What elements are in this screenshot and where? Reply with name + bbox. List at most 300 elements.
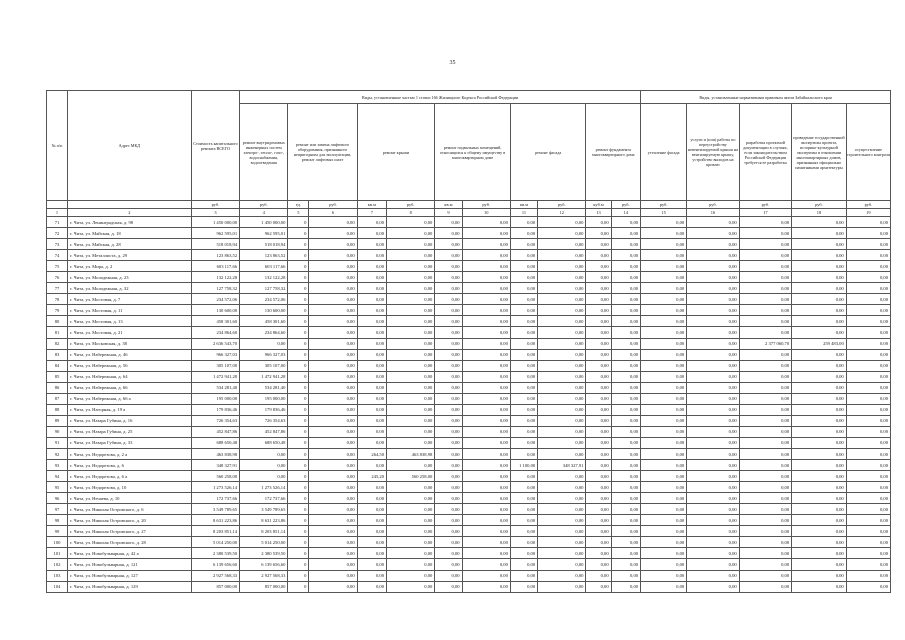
value-cell: 962 595,01 <box>240 228 288 239</box>
row-index-cell: 96 <box>47 493 68 504</box>
row-index-cell: 80 <box>47 316 68 327</box>
value-cell: 0,00 <box>538 415 586 426</box>
value-cell: 0,00 <box>510 272 537 283</box>
value-cell: 0,00 <box>586 404 611 415</box>
value-cell: 0,00 <box>846 493 890 504</box>
value-cell: 0 <box>288 294 309 305</box>
value-cell: 3 549 789,65 <box>240 504 288 515</box>
value-cell: 0,00 <box>846 217 890 228</box>
value-cell: 0,00 <box>739 294 791 305</box>
value-cell: 0,00 <box>510 448 537 459</box>
value-cell: 0,00 <box>846 548 890 559</box>
address-cell: г. Чита, ул. Московская, д. 38 <box>67 338 191 349</box>
row-index-cell: 77 <box>47 283 68 294</box>
units-cell: руб. <box>687 201 739 209</box>
value-cell: 0,00 <box>357 482 386 493</box>
value-cell: 0,00 <box>792 316 847 327</box>
row-index-cell: 84 <box>47 360 68 371</box>
value-cell: 0,00 <box>309 261 357 272</box>
value-cell: 726 354,63 <box>240 415 288 426</box>
value-cell: 2 927 568,33 <box>191 570 239 581</box>
value-cell: 0,00 <box>357 581 386 592</box>
value-cell: 0,00 <box>510 570 537 581</box>
value-cell: 0,00 <box>846 239 890 250</box>
value-cell: 0,00 <box>538 493 586 504</box>
value-cell: 0 <box>288 426 309 437</box>
col-header-roof: ремонт крыши <box>357 104 435 201</box>
table-row <box>47 559 891 570</box>
value-cell: 0,00 <box>739 305 791 316</box>
value-cell: 0,00 <box>641 426 687 437</box>
table-row <box>47 471 891 482</box>
value-cell: 0,00 <box>309 526 357 537</box>
value-cell: 0,00 <box>687 581 739 592</box>
value-cell: 0,00 <box>611 515 640 526</box>
value-cell: 0,00 <box>240 338 288 349</box>
value-cell: 0,00 <box>641 239 687 250</box>
value-cell: 0,00 <box>309 404 357 415</box>
table-row <box>47 272 891 283</box>
value-cell: 603 117,66 <box>191 261 239 272</box>
value-cell: 0,00 <box>462 515 510 526</box>
table-row <box>47 217 891 228</box>
value-cell: 0,00 <box>387 272 435 283</box>
value-cell: 0,00 <box>510 426 537 437</box>
value-cell: 0,00 <box>387 283 435 294</box>
value-cell: 0,00 <box>792 581 847 592</box>
value-cell: 0,00 <box>435 559 462 570</box>
value-cell: 0,00 <box>387 382 435 393</box>
value-cell: 0,00 <box>611 272 640 283</box>
value-cell: 0,00 <box>462 404 510 415</box>
repair-table-sheet <box>46 90 891 593</box>
value-cell: 0,00 <box>240 448 288 459</box>
value-cell: 0,00 <box>309 448 357 459</box>
value-cell: 0,00 <box>357 515 386 526</box>
value-cell: 0,00 <box>739 426 791 437</box>
value-cell: 0,00 <box>687 338 739 349</box>
units-cell-empty <box>47 201 68 209</box>
value-cell: 0,00 <box>357 239 386 250</box>
value-cell: 0,00 <box>309 393 357 404</box>
value-cell: 0,00 <box>309 437 357 448</box>
value-cell: 0 <box>288 460 309 471</box>
value-cell: 0,00 <box>611 382 640 393</box>
value-cell: 0 <box>288 327 309 338</box>
value-cell: 0,00 <box>538 515 586 526</box>
column-number-cell: 12 <box>538 209 586 217</box>
value-cell: 0,00 <box>792 559 847 570</box>
value-cell: 0,00 <box>687 217 739 228</box>
column-number-cell: 11 <box>510 209 537 217</box>
value-cell: 0,00 <box>510 393 537 404</box>
value-cell: 0 <box>288 404 309 415</box>
column-number-cell: 14 <box>611 209 640 217</box>
value-cell: 0,00 <box>462 471 510 482</box>
value-cell: 0,00 <box>309 316 357 327</box>
value-cell: 0,00 <box>462 437 510 448</box>
table-row <box>47 294 891 305</box>
value-cell: 0,00 <box>687 272 739 283</box>
value-cell: 0,00 <box>435 349 462 360</box>
value-cell: 518 018,94 <box>191 239 239 250</box>
value-cell: 0,00 <box>611 504 640 515</box>
value-cell: 0,00 <box>435 515 462 526</box>
units-cell: кв.м <box>510 201 537 209</box>
value-cell: 0,00 <box>792 283 847 294</box>
value-cell: 0,00 <box>846 426 890 437</box>
value-cell: 0,00 <box>538 559 586 570</box>
value-cell: 0,00 <box>846 228 890 239</box>
value-cell: 0 <box>288 217 309 228</box>
value-cell: 0,00 <box>538 448 586 459</box>
units-cell: руб. <box>240 201 288 209</box>
value-cell: 0,00 <box>586 327 611 338</box>
value-cell: 0,00 <box>538 338 586 349</box>
value-cell: 1 450 000,00 <box>191 217 239 228</box>
value-cell: 0 <box>288 316 309 327</box>
value-cell: 0,00 <box>357 217 386 228</box>
value-cell: 0,00 <box>309 581 357 592</box>
value-cell: 234 572,06 <box>240 294 288 305</box>
value-cell: 0,00 <box>538 217 586 228</box>
value-cell: 5 014 250,00 <box>240 537 288 548</box>
value-cell: 0,00 <box>240 471 288 482</box>
value-cell: 234 864,60 <box>191 327 239 338</box>
value-cell: 0,00 <box>687 294 739 305</box>
value-cell: 0,00 <box>846 382 890 393</box>
value-cell: 0,00 <box>611 426 640 437</box>
value-cell: 0,00 <box>586 316 611 327</box>
value-cell: 0,00 <box>309 294 357 305</box>
value-cell: 0,00 <box>641 559 687 570</box>
value-cell: 0,00 <box>846 305 890 316</box>
value-cell: 0,00 <box>462 261 510 272</box>
value-cell: 0,00 <box>641 217 687 228</box>
column-number-cell: 7 <box>357 209 386 217</box>
address-cell: г. Чита, ул. Мира, д. 2 <box>67 261 191 272</box>
value-cell: 0,00 <box>641 471 687 482</box>
value-cell: 0,00 <box>611 228 640 239</box>
value-cell: 0,00 <box>739 515 791 526</box>
value-cell: 0,00 <box>611 437 640 448</box>
value-cell: 0,00 <box>586 526 611 537</box>
value-cell: 0,00 <box>792 217 847 228</box>
value-cell: 0,00 <box>792 493 847 504</box>
value-cell: 0,00 <box>387 217 435 228</box>
value-cell: 130 600,00 <box>191 305 239 316</box>
value-cell: 0,00 <box>538 272 586 283</box>
table-row <box>47 504 891 515</box>
row-index-cell: 79 <box>47 305 68 316</box>
value-cell: 0,00 <box>586 239 611 250</box>
value-cell: 0,00 <box>586 272 611 283</box>
value-cell: 0,00 <box>387 415 435 426</box>
value-cell: 0,00 <box>586 426 611 437</box>
value-cell: 0,00 <box>739 371 791 382</box>
value-cell: 0,00 <box>240 460 288 471</box>
value-cell: 0,00 <box>435 570 462 581</box>
value-cell: 0,00 <box>309 548 357 559</box>
value-cell: 0,00 <box>846 515 890 526</box>
value-cell: 0,00 <box>510 371 537 382</box>
value-cell: 0,00 <box>687 305 739 316</box>
value-cell: 0,00 <box>641 316 687 327</box>
value-cell: 0 <box>288 515 309 526</box>
value-cell: 0,00 <box>846 570 890 581</box>
value-cell: 0,00 <box>357 504 386 515</box>
units-cell: руб. <box>792 201 847 209</box>
value-cell: 0,00 <box>739 228 791 239</box>
value-cell: 0,00 <box>538 581 586 592</box>
value-cell: 0,00 <box>387 515 435 526</box>
value-cell: 0,00 <box>641 228 687 239</box>
value-cell: 0,00 <box>586 448 611 459</box>
value-cell: 0,00 <box>462 283 510 294</box>
value-cell: 0,00 <box>309 415 357 426</box>
value-cell: 0,00 <box>611 294 640 305</box>
value-cell: 172 737,66 <box>240 493 288 504</box>
value-cell: 0,00 <box>739 504 791 515</box>
units-cell: кв.м <box>357 201 386 209</box>
row-index-cell: 91 <box>47 437 68 448</box>
value-cell: 0 <box>288 338 309 349</box>
value-cell: 0,00 <box>792 261 847 272</box>
value-cell: 0,00 <box>510 415 537 426</box>
row-index-cell: 104 <box>47 581 68 592</box>
value-cell: 0 <box>288 228 309 239</box>
value-cell: 0,00 <box>357 415 386 426</box>
value-cell: 0,00 <box>611 460 640 471</box>
value-cell: 0,00 <box>739 360 791 371</box>
value-cell: 0,00 <box>387 360 435 371</box>
table-row <box>47 448 891 459</box>
value-cell: 0,00 <box>739 217 791 228</box>
value-cell: 0,00 <box>739 570 791 581</box>
value-cell: 0,00 <box>510 349 537 360</box>
table-row <box>47 283 891 294</box>
column-number-cell: 18 <box>792 209 847 217</box>
value-cell: 0,00 <box>739 415 791 426</box>
value-cell: 0,00 <box>792 471 847 482</box>
value-cell: 0,00 <box>387 393 435 404</box>
value-cell: 0,00 <box>739 283 791 294</box>
value-cell: 0,00 <box>510 228 537 239</box>
value-cell: 0,00 <box>510 261 537 272</box>
value-cell: 0,00 <box>357 272 386 283</box>
row-index-cell: 93 <box>47 460 68 471</box>
value-cell: 0,00 <box>739 471 791 482</box>
col-header-basement: ремонт подвальных помещений, относящихся к общему имуществу в многоквартирном доме <box>435 104 511 201</box>
value-cell: 0,00 <box>462 460 510 471</box>
value-cell: 0,00 <box>309 504 357 515</box>
units-cell: руб. <box>611 201 640 209</box>
table-row <box>47 305 891 316</box>
value-cell: 0,00 <box>538 471 586 482</box>
value-cell: 0,00 <box>792 272 847 283</box>
value-cell: 0,00 <box>357 327 386 338</box>
column-number-cell: 3 <box>191 209 239 217</box>
units-cell: руб. <box>462 201 510 209</box>
table-row <box>47 515 891 526</box>
value-cell: 0,00 <box>538 349 586 360</box>
value-cell: 0,00 <box>538 504 586 515</box>
value-cell: 0,00 <box>739 272 791 283</box>
value-cell: 348 327,91 <box>538 460 586 471</box>
value-cell: 0,00 <box>435 448 462 459</box>
value-cell: 0,00 <box>792 415 847 426</box>
value-cell: 0,00 <box>792 526 847 537</box>
value-cell: 0,00 <box>641 548 687 559</box>
value-cell: 0,00 <box>687 482 739 493</box>
value-cell: 0,00 <box>739 393 791 404</box>
column-number-cell: 4 <box>240 209 288 217</box>
value-cell: 0 <box>288 493 309 504</box>
value-cell: 726 354,63 <box>191 415 239 426</box>
value-cell: 0,00 <box>846 559 890 570</box>
address-cell: г. Чита, ул. Металлиста, д. 29 <box>67 250 191 261</box>
value-cell: 0,00 <box>792 239 847 250</box>
value-cell: 0,00 <box>510 471 537 482</box>
value-cell: 0,00 <box>309 349 357 360</box>
value-cell: 0,00 <box>462 526 510 537</box>
value-cell: 0,00 <box>510 548 537 559</box>
units-cell: руб. <box>309 201 357 209</box>
value-cell: 0,00 <box>462 382 510 393</box>
value-cell: 0,00 <box>586 548 611 559</box>
value-cell: 0,00 <box>462 228 510 239</box>
value-cell: 0,00 <box>309 228 357 239</box>
value-cell: 0,00 <box>792 482 847 493</box>
units-cell: ед. <box>288 201 309 209</box>
value-cell: 0,00 <box>462 415 510 426</box>
row-index-cell: 99 <box>47 526 68 537</box>
value-cell: 0,00 <box>309 537 357 548</box>
value-cell: 0,00 <box>641 415 687 426</box>
value-cell: 0,00 <box>611 316 640 327</box>
value-cell: 0,00 <box>611 548 640 559</box>
value-cell: 0,00 <box>586 305 611 316</box>
value-cell: 5 014 250,00 <box>191 537 239 548</box>
value-cell: 452 847,86 <box>240 426 288 437</box>
value-cell: 0,00 <box>586 471 611 482</box>
value-cell: 0 <box>288 448 309 459</box>
row-index-cell: 100 <box>47 537 68 548</box>
value-cell: 0,00 <box>641 371 687 382</box>
value-cell: 0,00 <box>462 316 510 327</box>
row-index-cell: 87 <box>47 393 68 404</box>
value-cell: 0,00 <box>846 327 890 338</box>
col-header-roof-rebuild: услуги и (или) работы по переустройству невентилируемой крыши на вентилируемую крышу, устройство выходов на кровлю <box>687 104 739 201</box>
value-cell: 0,00 <box>510 537 537 548</box>
value-cell: 0,00 <box>586 349 611 360</box>
value-cell: 0,00 <box>309 272 357 283</box>
table-row <box>47 371 891 382</box>
value-cell: 0,00 <box>846 482 890 493</box>
value-cell: 0,00 <box>611 570 640 581</box>
value-cell: 0,00 <box>510 239 537 250</box>
value-cell: 0,00 <box>792 460 847 471</box>
value-cell: 0,00 <box>739 448 791 459</box>
value-cell: 0,00 <box>435 360 462 371</box>
value-cell: 0,00 <box>462 482 510 493</box>
value-cell: 348 327,91 <box>191 460 239 471</box>
value-cell: 0,00 <box>309 360 357 371</box>
value-cell: 0,00 <box>309 217 357 228</box>
value-cell: 0,00 <box>309 471 357 482</box>
table-row <box>47 261 891 272</box>
row-index-cell: 74 <box>47 250 68 261</box>
value-cell: 0,00 <box>510 437 537 448</box>
value-cell: 0,00 <box>687 537 739 548</box>
value-cell: 0,00 <box>357 493 386 504</box>
value-cell: 0,00 <box>611 581 640 592</box>
value-cell: 0,00 <box>387 404 435 415</box>
value-cell: 0,00 <box>792 250 847 261</box>
value-cell: 0,00 <box>435 239 462 250</box>
value-cell: 245,20 <box>357 471 386 482</box>
value-cell: 0,00 <box>462 217 510 228</box>
value-cell: 0 <box>288 437 309 448</box>
table-row <box>47 393 891 404</box>
value-cell: 0,00 <box>739 537 791 548</box>
value-cell: 458 301,60 <box>191 316 239 327</box>
value-cell: 0,00 <box>387 261 435 272</box>
value-cell: 0,00 <box>792 515 847 526</box>
value-cell: 0,00 <box>611 526 640 537</box>
units-cell: руб. <box>846 201 890 209</box>
value-cell: 0,00 <box>357 283 386 294</box>
value-cell: 0,00 <box>357 228 386 239</box>
value-cell: 0,00 <box>846 460 890 471</box>
value-cell: 0,00 <box>641 570 687 581</box>
value-cell: 0,00 <box>309 338 357 349</box>
address-cell: г. Чита, ул. Николая Островского, д. 27 <box>67 526 191 537</box>
value-cell: 0 <box>288 305 309 316</box>
value-cell: 0,00 <box>586 360 611 371</box>
value-cell: 0,00 <box>846 338 890 349</box>
value-cell: 0,00 <box>739 349 791 360</box>
value-cell: 0,00 <box>387 482 435 493</box>
value-cell: 0,00 <box>641 526 687 537</box>
value-cell: 0,00 <box>435 537 462 548</box>
value-cell: 0,00 <box>538 294 586 305</box>
value-cell: 688 650,48 <box>240 437 288 448</box>
value-cell: 0,00 <box>792 448 847 459</box>
table-row <box>47 239 891 250</box>
value-cell: 0,00 <box>792 327 847 338</box>
row-index-cell: 78 <box>47 294 68 305</box>
value-cell: 0,00 <box>357 559 386 570</box>
value-cell: 0,00 <box>611 415 640 426</box>
value-cell: 0,00 <box>538 283 586 294</box>
value-cell: 0,00 <box>739 327 791 338</box>
value-cell: 1 472 941,28 <box>240 371 288 382</box>
value-cell: 2 377 060,70 <box>739 338 791 349</box>
value-cell: 0,00 <box>846 349 890 360</box>
address-cell: г. Чита, ул. Мостовая, д. 21 <box>67 327 191 338</box>
row-index-cell: 82 <box>47 338 68 349</box>
value-cell: 0,00 <box>357 371 386 382</box>
value-cell: 0,00 <box>387 250 435 261</box>
row-index-cell: 103 <box>47 570 68 581</box>
value-cell: 0,00 <box>435 327 462 338</box>
units-cell-empty <box>67 201 191 209</box>
value-cell: 560 258,00 <box>191 471 239 482</box>
value-cell: 0 <box>288 261 309 272</box>
value-cell: 0,00 <box>792 437 847 448</box>
value-cell: 0,00 <box>462 537 510 548</box>
